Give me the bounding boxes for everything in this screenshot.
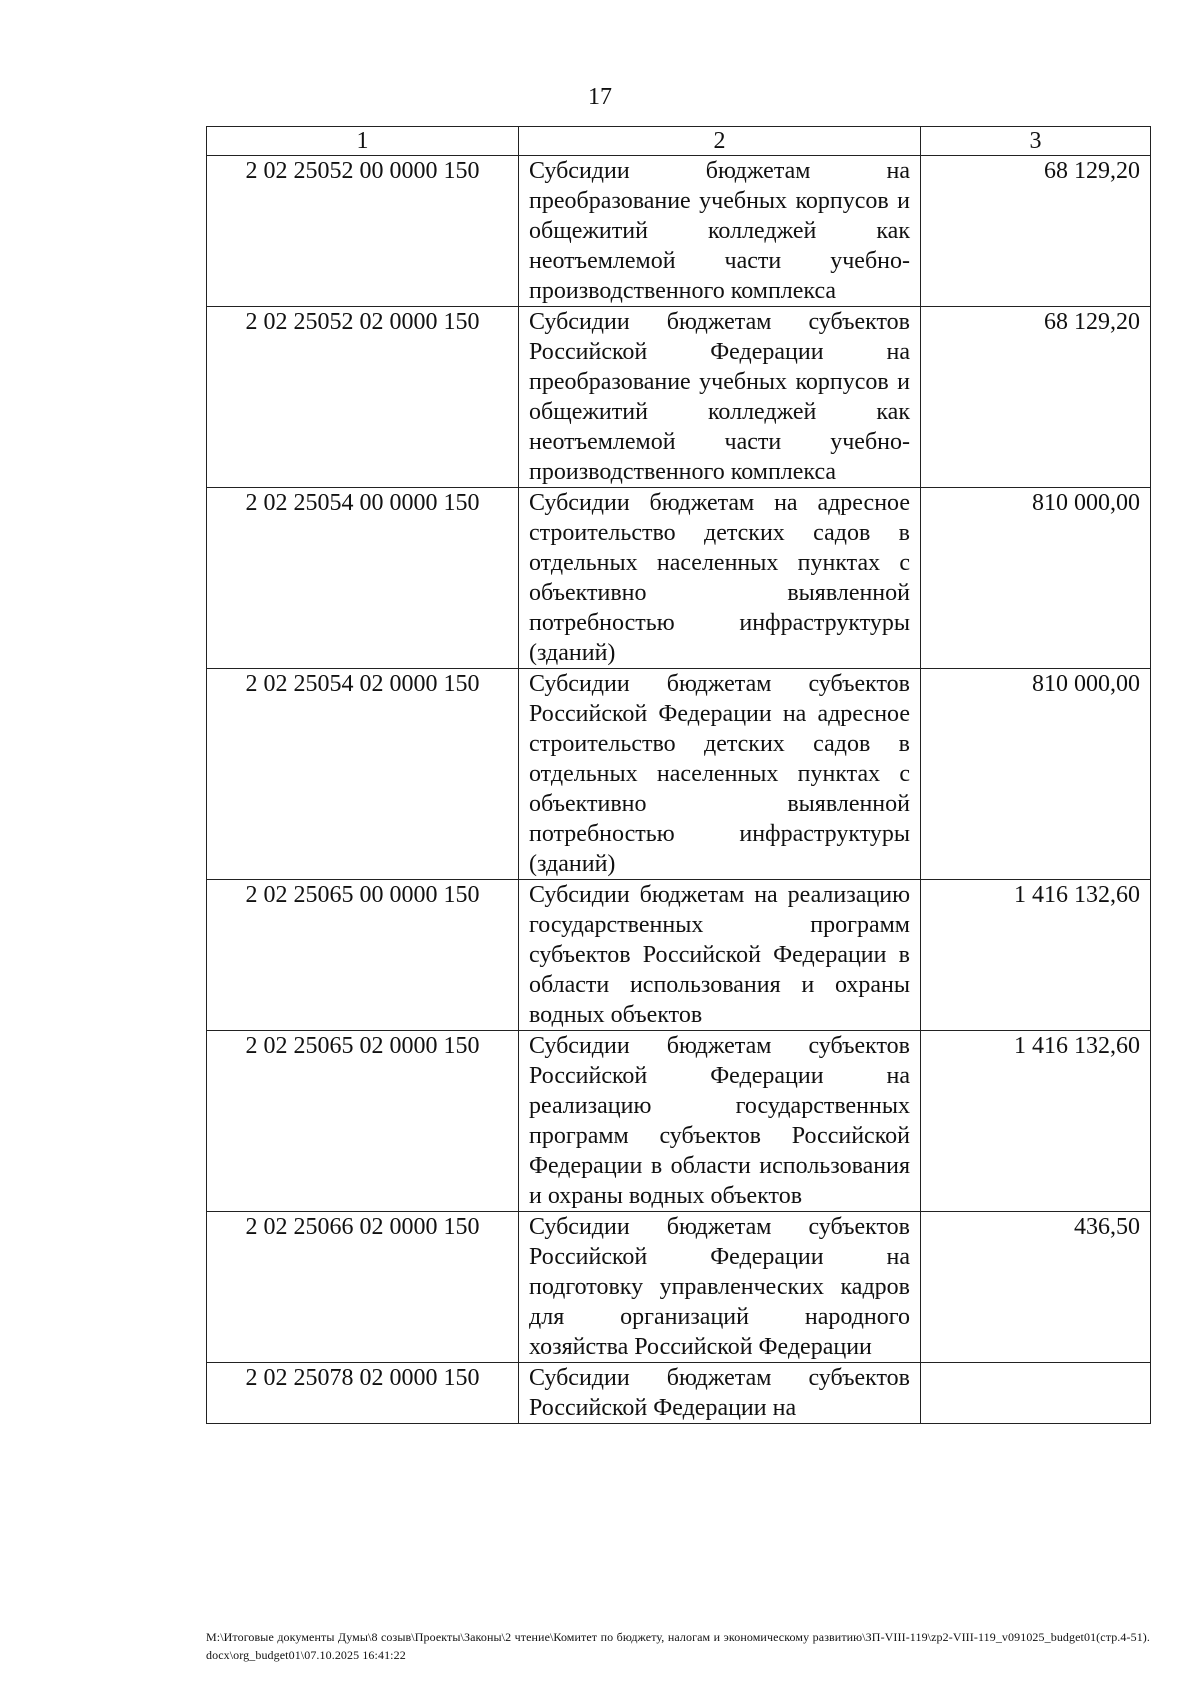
row-amount: 1 416 132,60 xyxy=(921,880,1151,1031)
row-code: 2 02 25054 00 0000 150 xyxy=(207,488,519,669)
budget-table xyxy=(206,126,1151,1424)
row-amount: 436,50 xyxy=(921,1212,1151,1363)
row-name: Субсидии бюджетам на преобразование учебных корпусов и общежитий колледжей как неотъемлемой части учебно-производственного комплекса xyxy=(519,156,921,307)
row-amount xyxy=(921,1363,1151,1424)
table-row xyxy=(207,488,1151,669)
row-name: Субсидии бюджетам на реализацию государственных программ субъектов Российской Федерации в области использования и охраны водных объектов xyxy=(519,880,921,1031)
column-header-name: 2 xyxy=(519,127,921,156)
table-row xyxy=(207,1031,1151,1212)
table-row xyxy=(207,1363,1151,1424)
row-amount: 810 000,00 xyxy=(921,669,1151,880)
row-code: 2 02 25065 00 0000 150 xyxy=(207,880,519,1031)
row-amount: 68 129,20 xyxy=(921,156,1151,307)
table-body xyxy=(207,156,1151,1424)
footer-file-path: M:\Итоговые документы Думы\8 созыв\Проекты\Законы\2 чтение\Комитет по бюджету, налогам и экономическому развитию\ЗП-VIII-119\zp2-VIII-119_v091025_budget01(стр.4-51).docx\org_budget01\07.10.2025 16:41:22 xyxy=(206,1630,1150,1662)
table-header xyxy=(207,127,1151,156)
row-code: 2 02 25052 00 0000 150 xyxy=(207,156,519,307)
column-header-amount: 3 xyxy=(921,127,1151,156)
header-row xyxy=(207,127,1151,156)
row-code: 2 02 25078 02 0000 150 xyxy=(207,1363,519,1424)
row-name: Субсидии бюджетам субъектов Российской Федерации на xyxy=(519,1363,921,1424)
row-name: Субсидии бюджетам на адресное строительство детских садов в отдельных населенных пунктах с объективно выявленной потребностью инфраструктуры (зданий) xyxy=(519,488,921,669)
row-amount: 68 129,20 xyxy=(921,307,1151,488)
row-name: Субсидии бюджетам субъектов Российской Федерации на реализацию государственных программ субъектов Российской Федерации в области использования и охраны водных объектов xyxy=(519,1031,921,1212)
table-row xyxy=(207,307,1151,488)
row-name: Субсидии бюджетам субъектов Российской Федерации на адресное строительство детских садов в отдельных населенных пунктах с объективно выявленной потребностью инфраструктуры (зданий) xyxy=(519,669,921,880)
table-row xyxy=(207,1212,1151,1363)
row-code: 2 02 25052 02 0000 150 xyxy=(207,307,519,488)
row-amount: 1 416 132,60 xyxy=(921,1031,1151,1212)
table-row xyxy=(207,156,1151,307)
table-row xyxy=(207,669,1151,880)
row-code: 2 02 25054 02 0000 150 xyxy=(207,669,519,880)
table-row xyxy=(207,880,1151,1031)
row-name: Субсидии бюджетам субъектов Российской Федерации на подготовку управленческих кадров для организаций народного хозяйства Российской Федерации xyxy=(519,1212,921,1363)
row-name: Субсидии бюджетам субъектов Российской Федерации на преобразование учебных корпусов и общежитий колледжей как неотъемлемой части учебно-производственного комплекса xyxy=(519,307,921,488)
row-amount: 810 000,00 xyxy=(921,488,1151,669)
row-code: 2 02 25065 02 0000 150 xyxy=(207,1031,519,1212)
row-code: 2 02 25066 02 0000 150 xyxy=(207,1212,519,1363)
page-number: 17 xyxy=(588,84,612,110)
column-header-code: 1 xyxy=(207,127,519,156)
